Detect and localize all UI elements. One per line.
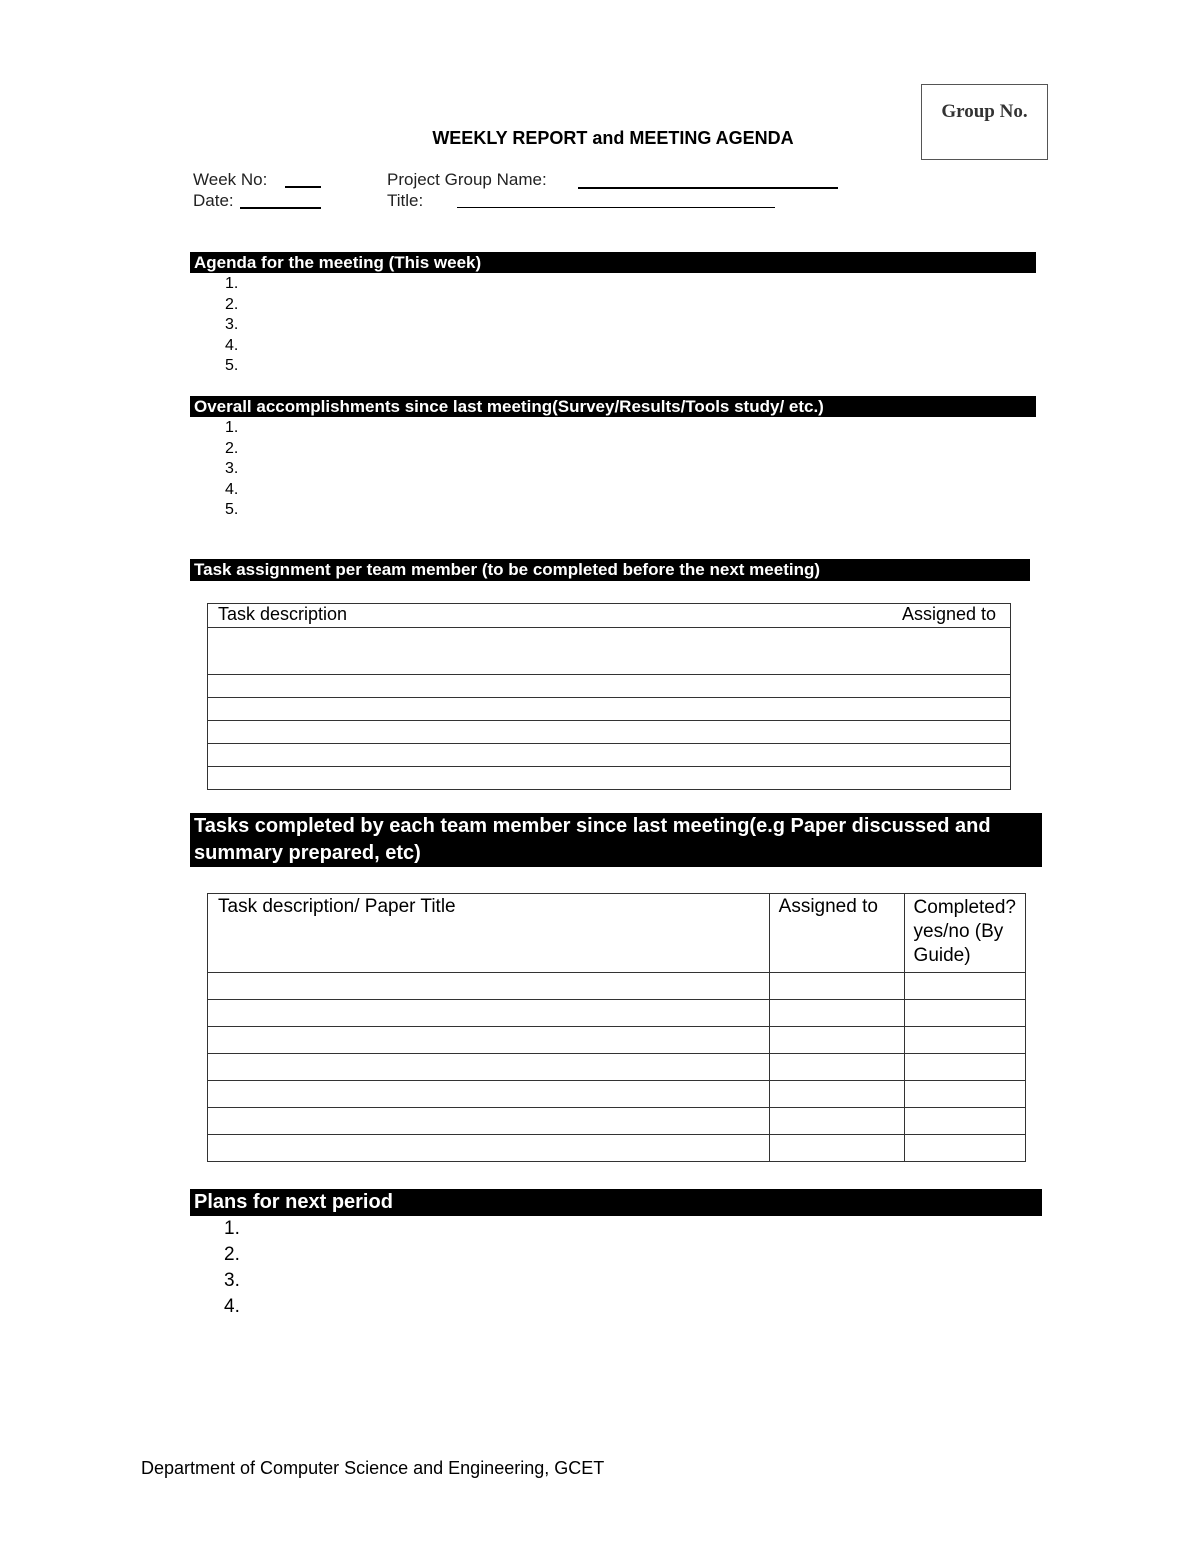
title-label: Title: bbox=[387, 191, 424, 210]
table-row[interactable] bbox=[208, 1108, 1026, 1135]
table-row[interactable] bbox=[208, 1000, 1026, 1027]
table-cell[interactable] bbox=[904, 1108, 1025, 1135]
list-item: 3. bbox=[225, 316, 239, 333]
agenda-heading: Agenda for the meeting (This week) bbox=[190, 252, 1036, 273]
table-row[interactable] bbox=[208, 744, 1011, 767]
list-item: 4. bbox=[225, 336, 239, 354]
table-cell[interactable] bbox=[769, 1108, 904, 1135]
assigned-to-header: Assigned to bbox=[901, 604, 996, 624]
accomplishments-list bbox=[225, 418, 238, 521]
list-item: 3. bbox=[225, 460, 239, 477]
page-footer: Department of Computer Science and Engineering, GCET bbox=[141, 1458, 605, 1478]
table-cell[interactable] bbox=[208, 675, 1011, 698]
table-cell[interactable] bbox=[208, 1081, 770, 1108]
table-cell[interactable] bbox=[208, 744, 1011, 767]
list-item: 2. bbox=[225, 439, 239, 457]
agenda-list bbox=[225, 274, 238, 377]
title-field[interactable] bbox=[457, 207, 775, 208]
table-row[interactable] bbox=[208, 1081, 1026, 1108]
list-item: 5. bbox=[225, 501, 239, 518]
group-number-label: Group No. bbox=[941, 101, 1028, 122]
table-cell[interactable] bbox=[904, 973, 1025, 1000]
table-row[interactable] bbox=[208, 973, 1026, 1000]
table-cell[interactable] bbox=[208, 1000, 770, 1027]
assigned-to-header: Assigned to bbox=[769, 894, 904, 973]
table-cell[interactable] bbox=[208, 1054, 770, 1081]
task-paper-title-header: Task description/ Paper Title bbox=[208, 894, 770, 973]
task-assignment-heading: Task assignment per team member (to be completed before the next meeting) bbox=[190, 559, 1030, 581]
list-item: 5. bbox=[225, 357, 239, 374]
tasks-completed-heading-line-2: summary prepared, etc) bbox=[194, 842, 421, 864]
table-cell[interactable] bbox=[769, 1081, 904, 1108]
accomplishments-heading: Overall accomplishments since last meeting(Survey/Results/Tools study/ etc.) bbox=[190, 396, 1036, 417]
table-cell[interactable] bbox=[904, 1081, 1025, 1108]
table-row[interactable] bbox=[208, 1027, 1026, 1054]
plans-list bbox=[224, 1216, 240, 1320]
task-description-header: Task description bbox=[218, 604, 348, 624]
project-group-name-label: Project Group Name: bbox=[387, 170, 547, 189]
list-item: 1. bbox=[225, 419, 239, 436]
list-item: 1. bbox=[225, 275, 239, 292]
table-row[interactable] bbox=[208, 628, 1011, 675]
completed-header: Completed? yes/no (By Guide) bbox=[904, 894, 1025, 973]
table-cell[interactable] bbox=[769, 1135, 904, 1162]
table-row[interactable] bbox=[208, 1054, 1026, 1081]
table-row[interactable] bbox=[208, 767, 1011, 790]
table-row[interactable] bbox=[208, 675, 1011, 698]
plans-heading: Plans for next period bbox=[190, 1189, 1042, 1216]
table-cell[interactable] bbox=[769, 973, 904, 1000]
list-item: 4. bbox=[225, 480, 239, 498]
table-cell[interactable] bbox=[208, 721, 1011, 744]
table-cell[interactable] bbox=[769, 1000, 904, 1027]
list-item: 4. bbox=[224, 1296, 240, 1317]
table-row[interactable] bbox=[208, 1135, 1026, 1162]
tasks-completed-table bbox=[207, 893, 1026, 1162]
table-header-row bbox=[208, 894, 1026, 973]
table-cell[interactable] bbox=[904, 1000, 1025, 1027]
table-row[interactable] bbox=[208, 721, 1011, 744]
table-cell[interactable] bbox=[904, 1054, 1025, 1081]
page-title: WEEKLY REPORT and MEETING AGENDA bbox=[432, 128, 794, 148]
tasks-completed-heading bbox=[190, 813, 1042, 867]
table-header-row bbox=[208, 604, 1011, 628]
table-cell[interactable] bbox=[904, 1027, 1025, 1054]
table-cell[interactable] bbox=[208, 1135, 770, 1162]
list-item: 3. bbox=[224, 1270, 240, 1291]
project-group-name-field[interactable] bbox=[578, 187, 838, 189]
list-item: 2. bbox=[224, 1244, 240, 1265]
table-cell[interactable] bbox=[208, 628, 1011, 675]
list-item: 1. bbox=[224, 1218, 240, 1239]
list-item: 2. bbox=[225, 295, 239, 313]
table-cell[interactable] bbox=[769, 1027, 904, 1054]
table-cell[interactable] bbox=[904, 1135, 1025, 1162]
week-no-label: Week No: bbox=[193, 170, 268, 189]
table-cell[interactable] bbox=[208, 767, 1011, 790]
date-label: Date: bbox=[193, 191, 234, 210]
week-no-field[interactable] bbox=[285, 186, 321, 188]
table-cell[interactable] bbox=[208, 698, 1011, 721]
table-row[interactable] bbox=[208, 698, 1011, 721]
table-cell[interactable] bbox=[208, 1108, 770, 1135]
date-field[interactable] bbox=[240, 207, 321, 209]
table-cell[interactable] bbox=[208, 973, 770, 1000]
task-assignment-header-cell bbox=[208, 604, 1011, 628]
table-cell[interactable] bbox=[769, 1054, 904, 1081]
tasks-completed-heading-line-1: Tasks completed by each team member since last meeting(e.g Paper discussed and bbox=[194, 815, 991, 837]
table-cell[interactable] bbox=[208, 1027, 770, 1054]
task-assignment-table bbox=[207, 603, 1011, 790]
